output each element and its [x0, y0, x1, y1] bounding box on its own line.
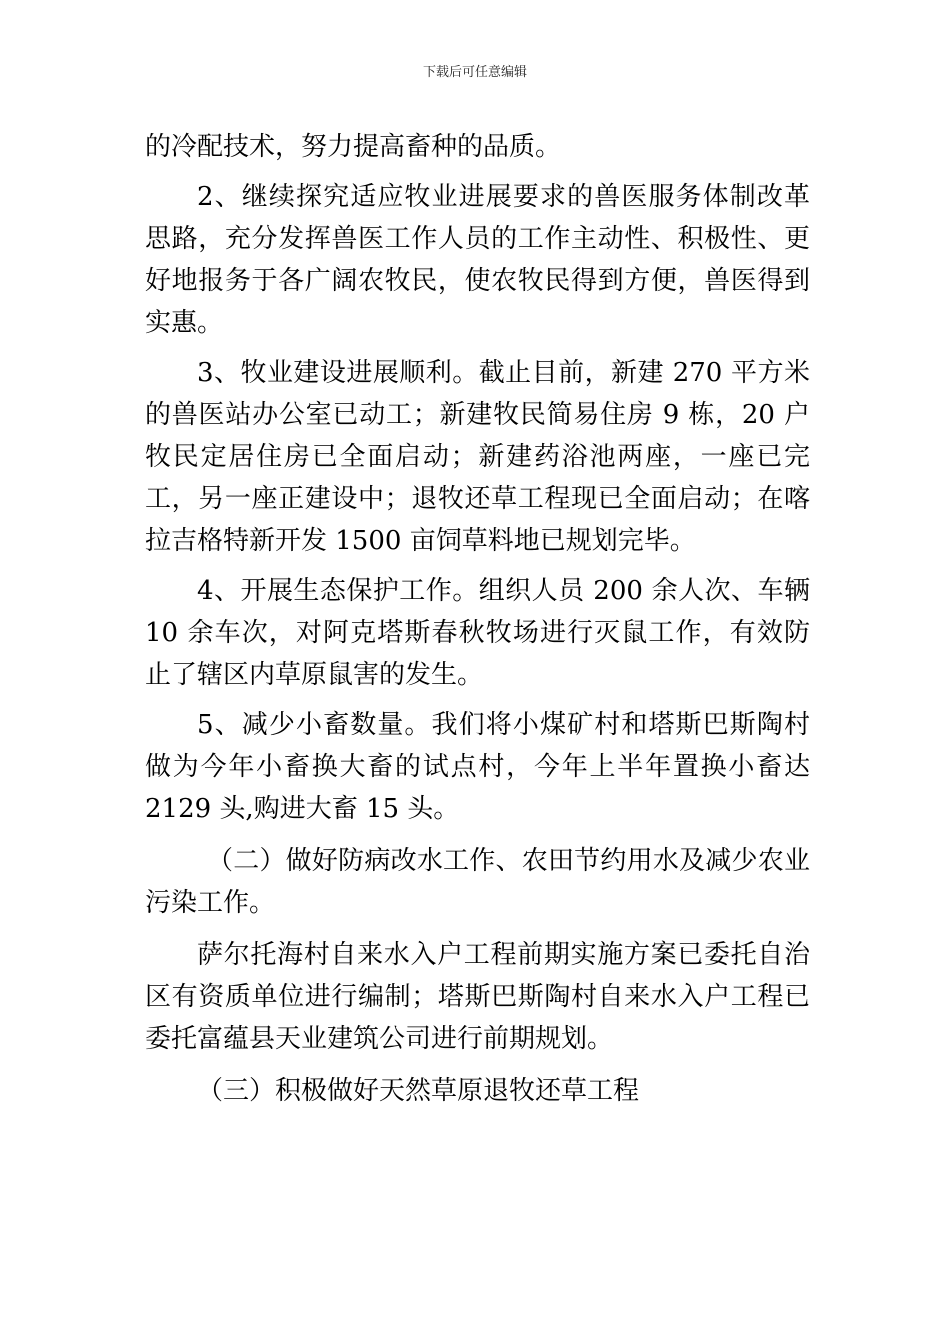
- page-header-note: 下载后可任意编辑: [422, 65, 527, 80]
- document-body: [145, 126, 810, 1112]
- paragraph-item-3: 3、牧业建设进展顺利。截止目前，新建 270 平方米的兽医站办公室已动工；新建牧民简易住房 9 栋，20 户牧民定居住房已全面启动；新建药浴池两座，一座已完工，另一座正建设中；退牧还草工程现已全面启动；在喀拉吉格特新开发 1500 亩饲草料地已规划完毕。: [145, 358, 810, 556]
- paragraph-continuation: 的冷配技术，努力提高畜种的品质。: [145, 132, 562, 162]
- paragraph-item-5: 5、减少小畜数量。我们将小煤矿村和塔斯巴斯陶村做为今年小畜换大畜的试点村，今年上半年置换小畜达 2129 头,购进大畜 15 头。: [145, 710, 810, 824]
- paragraph-water-project: 萨尔托海村自来水入户工程前期实施方案已委托自治区有资质单位进行编制；塔斯巴斯陶村自来水入户工程已委托富蕴县天业建筑公司进行前期规划。: [145, 940, 810, 1054]
- paragraph-item-2: 2、继续探究适应牧业进展要求的兽医服务体制改革思路，充分发挥兽医工作人员的工作主动性、积极性、更好地报务于各广阔农牧民，使农牧民得到方便，兽医得到实惠。: [145, 182, 810, 338]
- section-heading-2: （二）做好防病改水工作、农田节约用水及减少农业污染工作。: [145, 846, 810, 918]
- paragraph-item-4: 4、开展生态保护工作。组织人员 200 余人次、车辆 10 余车次，对阿克塔斯春秋牧场进行灭鼠工作，有效防止了辖区内草原鼠害的发生。: [145, 576, 810, 690]
- section-heading-3: （三）积极做好天然草原退牧还草工程: [197, 1076, 640, 1106]
